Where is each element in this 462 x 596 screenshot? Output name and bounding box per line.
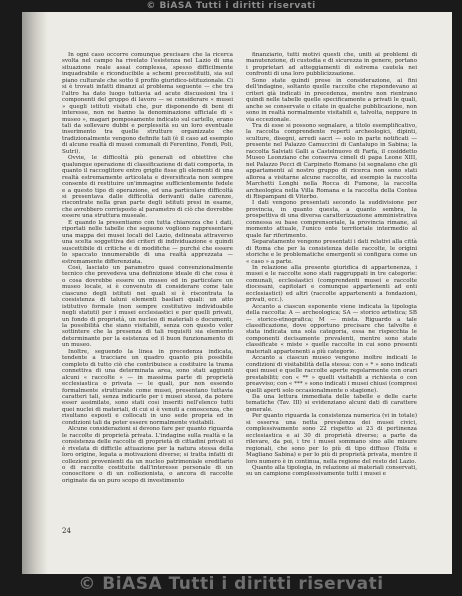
paragraph: Così, lasciato un parametro quasi convenzionalmente tecnico che prevedeva una definizione ideale di che cosa è o cosa dovrebbe essere un museo ed in particolare un museo locale, si è convenuto di considerare come tale ciascuno degli istituti nei quali si è riscontrata la coesistenza di taluni elementi basilari quali: un atto istitutivo formale (non sempre costitutivo individuabile negli statuti) per i musei ecclesiastici e per quelli privati, un fondo di proprietà, un nucleo di materiali o documenti, la possibilità che siano visitabili, senza con questo voler sottintere che la presenza di tali requisiti sia elemento determinante per la esistenza ed il buon funzionamento di un museo. <box>62 264 233 349</box>
paragraph: Tra di esse si possono segnalare, a titolo esemplificativo, la raccolta comprendente reperti archeologici, dipinti, sculture, disegni, arredi sacri — solo in parte notificati — presente nel Palazzo Camuccini di Cantalupo in Sabina; la raccolta Salviati Galli a Castelnuovo di Farfa, il cosiddetto Museo Leonziano che conserva cimeli di papa Leone XIII, nel Palazzo Pecci di Carpineto Romano (si segnalano che gli appartamenti al nostro gruppo di ricerca non sono stati allorea a visitarne alcune raccolte, ad esempio la raccolta Marchetti Longhi nella Rocca di Fumone, la raccolta archeologica nella Villa Romana e la raccolta della Contea di Rispampani di Viterbo. <box>246 122 417 200</box>
paragraph: I dati vengono presentati secondo la suddivisione per provincia, in quanto questa, a quanto sembra, la prospettiva di una diversa caratterizzazione amministrativa connessa su base comprensoriale, la provincia rimane, al momento attuale, l'unico ente territoriale intermedio al quale far riferimento. <box>246 200 417 239</box>
paragraph: Separatamente vengono presentati i dati relativi alla città di Roma che per la consistenza delle raccolte, le origini storiche e le problematiche emergenti si configura come un « caso » a parte. <box>246 239 417 265</box>
watermark-bottom: © BiASA Tutti i diritti riservati <box>78 574 384 594</box>
watermark-top: © BiASA Tutti i diritti riservati <box>146 1 316 11</box>
paragraph: Ovvie, le difficoltà più generali ed obiettive che qualunque operazione di classificazione di dati comporta, in quanto il raccoglitore entro griglie fisse gli elementi di una realtà estremamente articolata e diversificata non sempre consente di restituire un'immagine sufficientemente fedele e a questo tipo di operazione, ed una particolare difficoltà si presentava dalle difficoltà derivanti dalle carenze, riscontrate nella gran parte degli istituti presi in esame, che avrebbero corrisposto al parametro di ciò che dovrebbe essere una struttura museale. <box>62 155 233 220</box>
paragraph: In ogni caso occorre comunque precisare che la ricerca svolta nel campo ha rivelato l'esistenza nel Lazio di una situazione reale assai complessa, spesso difficilmente inquadrabile e riconducibile a schemi precostituiti, sia sul piano culturale che sotto il profilo giuridico-istituzionale. Ci si è trovati infatti dinanzi al problema seguente — che tra l'altro ha dato luogo tuttavia ad acute discussioni tra i componenti del gruppo di lavoro — se considerare « musei » quegli istituti visitati che, pur disponendo di beni di interesse, non ne hanno la denominazione ufficiale di « museo », magari pomposamente indicato sul cartello, erano tali da sollevare dubbi e perplessità su un loro eventuale inserimento tra quelle strutture organizzate che tradizionalmente vengono definite tali (è il caso ad esempio di alcune realtà di musei comunali di Ferentino, Fondi, Poli, Sutri). <box>62 52 233 155</box>
paragraph: Inoltre, seguendo la linea in precedenza indicata, tendente a tracciare un quadro quanto più possibile completo di tutto ciò che contribuisce a costituire la trama connettiva di una determinata area, sono stati aggiunti alcuni « raccolte » — in massima parte di proprietà ecclesiastica o privata — le quali, pur non essendo formalmente strutturate come musei, presentano tuttavia caratteri tali, senza indicarle per i musei stessi, da potere esser assimilate, sono stati così inseriti nell'elenco tutti quei nuclei di materiali, di cui si è venuti a conoscenza, che risultano esposti e collocati in uno sede propria ed in condizioni tali da poter essere normalmente visitabili. <box>62 348 233 426</box>
page-number: 24 <box>62 527 71 535</box>
binding-shadow <box>22 12 48 574</box>
paragraph: Sono state quindi prese in considerazione, ai fini dell'indagine, soltanto quelle raccolte che rispondevano ai criteri già indicati in precedenza, mentre non rientrano quindi nelle tabelle quelle specificamente a privati le quali, anche se conservate o citate in qualche pubblicazione, non sono in realtà normalmente visitabili e, talvolta, neppure in via eccezionale. <box>246 77 417 123</box>
scanned-page <box>22 12 452 574</box>
paragraph: Quanto alla tipologia, in relazione ai materiali conservati, su un campione complessivamente tutti i musei e <box>246 465 417 478</box>
right-text-column <box>246 52 417 478</box>
paragraph: Accanto a ciascun museo vengono inoltre indicati le condizioni di visitabilità della stessa: con « * » sono indicati quei musei e quelle raccolte aperte regolarmente con orari prestabiliti; con « ** » quelli visitabili a richiesta o con preavviso; con « *** » sono indicati i musei chiusi (compresi quelli aperti solo occasionalmente o stagione). <box>246 355 417 394</box>
paragraph: Accanto a ciascun esponente viene indicata la tipologia della raccolta: A — archeologica; SA — storico artistica; SB — storico-etnografica; M — mista. Riguardo a tale classificazione, dove opportuno precisare che talvolte è stata indicata una sola categoria, essa ne rispecchia le componenti decisamente prevalenti, mentre sono state classificate « miste » quelle raccolte in cui sono presenti materiali appartenenti a più categorie. <box>246 303 417 355</box>
paragraph: Per quanto riguarda la consistenza numerica (vi in totale) si osserva una netta prevalenza dei musei civici, complessivamente sono 22 rispetto ai 23 di pertinenza ecclesiastica e ai 30 di proprietà diverse; a parte da rilevare, da poi, i tre i musei sommano sino alle misure regionali, che sono per lo più di tipo diffuso (Tolfa e Magliano Sabina) e per lo più di proprietà privata, mentre il loro numero è in continua, nella regione del resto del Lazio. <box>246 413 417 465</box>
left-text-column <box>62 52 233 484</box>
paragraph: finanziario, tutti motivi questi che, uniti ai problemi di manutenzione, di custodia e di sicurezza in genere, portano i proprietari ad atteggiamenti di estrema cautela nei confronti di una loro pubblicizzazione. <box>246 52 417 78</box>
paragraph: Da una lettura immediata delle tabelle e delle carte tematiche (Tav. III) si evidenziano alcuni dati di carattere generale. <box>246 394 417 413</box>
paragraph: In relazione alla presente giuridica di appartenenza, i musei e le raccolte sono stati raggruppati in tre categorie: comunali, ecclesiastici (comprendenti musei e raccolte diocesani, capitolari e comunque appartenenti ad enti ecclesiastici) ed altri (raccolte appartenenti a fondazioni, privati, ecc.). <box>246 264 417 304</box>
paragraph: Alcune considerazioni si devono fare per quanto riguarda le raccolte di proprietà privata. L'indagine sulla realtà e la consistenza delle raccolte di proprietà di cittadini privati si è rivelata di difficile attuazione per la natura stessa della loro origine, legata a motivazioni diverse; si tratta infatti di collezioni provenienti da un nucleo patrimoniale ereditario o di raccolte costituite dall'interesse personale di un conoscitore o di un collezionista, o ancora di raccolte originate da un puro scopo di investimento <box>62 426 233 484</box>
paragraph: E quando la presentiamo con tutta chiarezza che i dati, riportati nelle tabelle che seguono vogliono rappresentare una mappa dei musei locali del Lazio, delineata attraverso una scelta soggettiva dei criteri di individuazione e quindi suscettibile di critiche e di modifiche — purché che essere lo spaccato innumerabile di una realtà apprezzata — estremamente differenziata. <box>62 219 233 265</box>
